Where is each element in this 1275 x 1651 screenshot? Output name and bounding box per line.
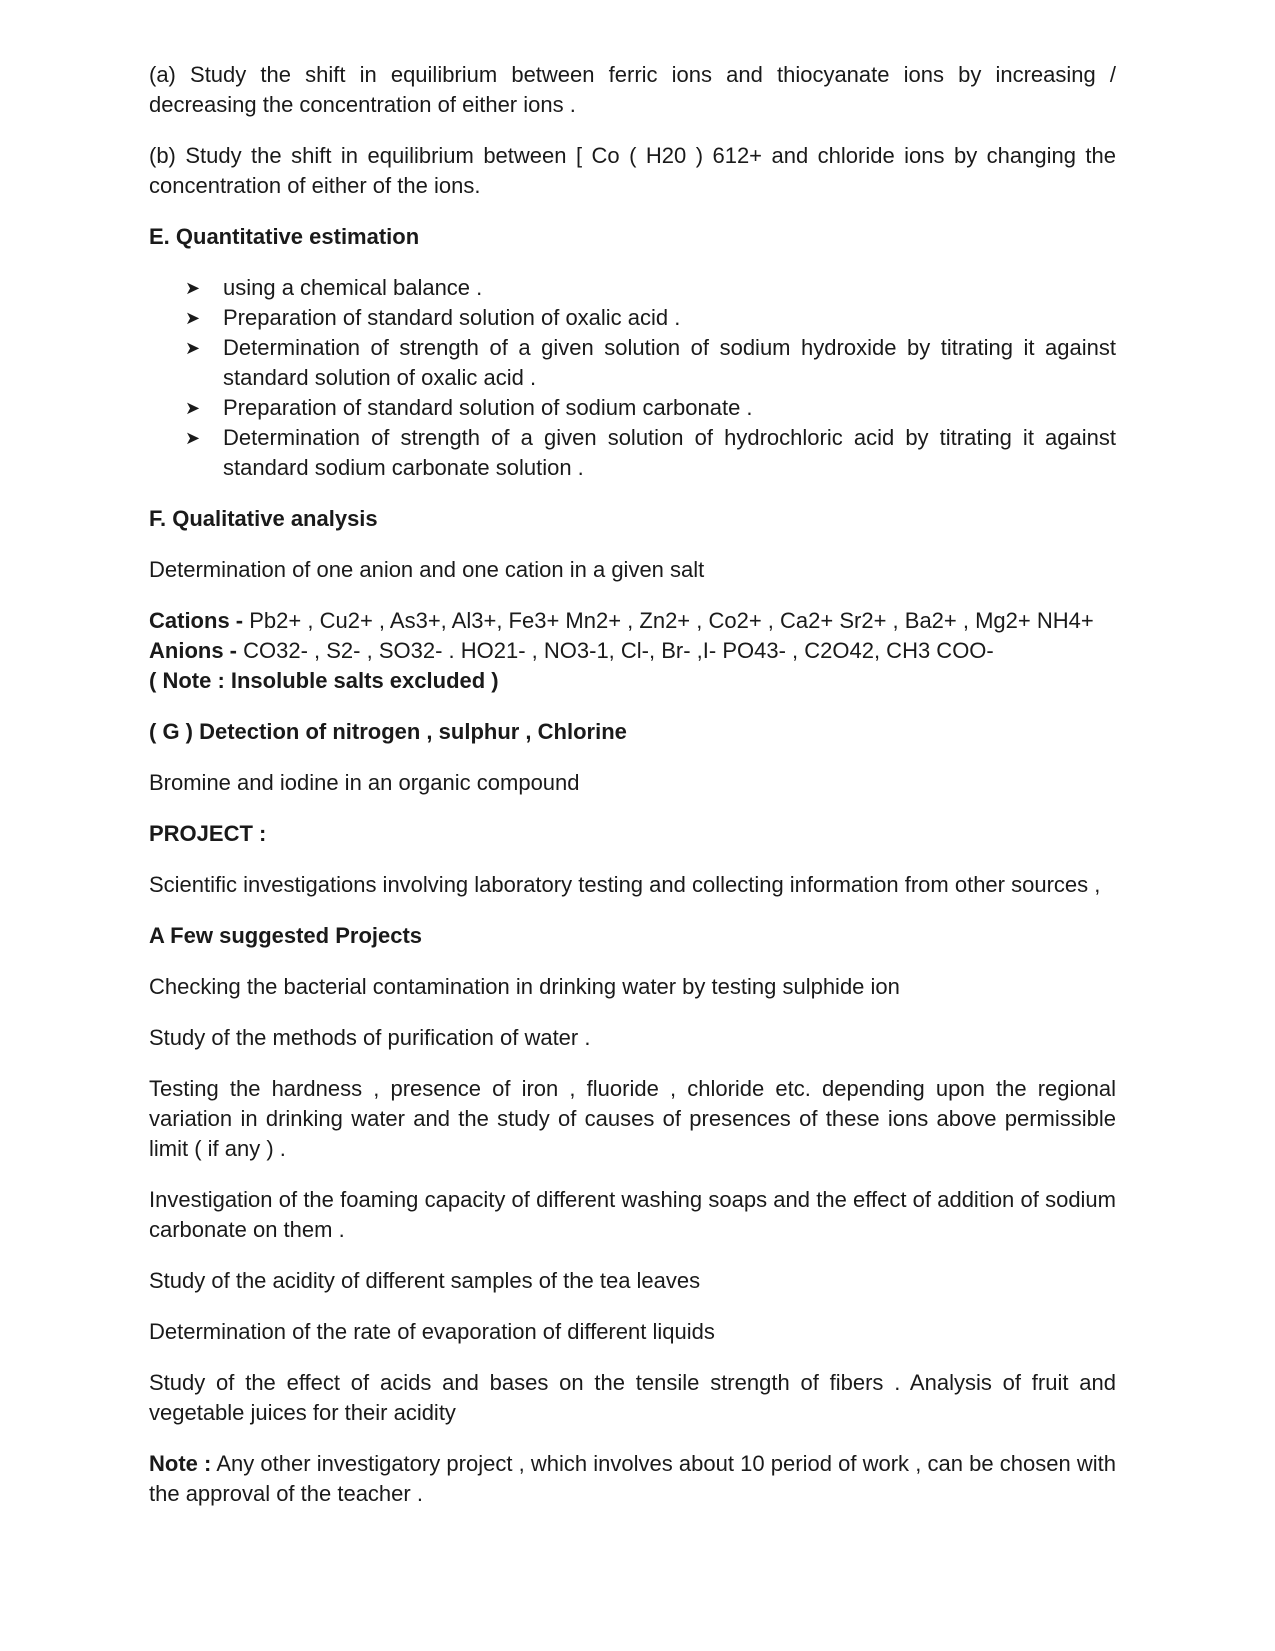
project-item: Determination of the rate of evaporation of different liquids	[149, 1319, 715, 1344]
final-note-text: Any other investigatory project , which involves about 10 period of work , can be chosen with the approval of the teacher .	[149, 1451, 1116, 1506]
project-item: Study of the acidity of different samples of the tea leaves	[149, 1268, 701, 1293]
arrowhead-bullet-icon: ➤	[185, 308, 201, 328]
project-item: Investigation of the foaming capacity of different washing soaps and the effect of addition of sodium carbonate on them .	[149, 1187, 1116, 1242]
cations-line	[149, 606, 1116, 636]
anions-formulae: CO32- , S2- , SO32- . HO21- , NO3-1, Cl-, Br- ,I- PO43- , C2O42, CH3 COO-	[243, 638, 994, 663]
detection-text: Bromine and iodine in an organic compound	[149, 770, 580, 795]
project-item: Study of the effect of acids and bases on the tensile strength of fibers . Analysis of fruit and vegetable juices for their acidity	[149, 1370, 1116, 1425]
project-item: Testing the hardness , presence of iron , fluoride , chloride etc. depending upon the regional variation in drinking water and the study of causes of presences of these ions above permissible limit ( if any ) .	[149, 1076, 1116, 1161]
list-item: ➤ Determination of strength of a given solution of sodium hydroxide by titrating it against standard solution of oxalic acid .	[185, 335, 1116, 390]
equilibrium-item-b: (b) Study the shift in equilibrium between [ Co ( H20 ) 612+ and chloride ions by changing the concentration of either of the ions.	[149, 143, 1116, 198]
arrowhead-bullet-icon: ➤	[185, 428, 201, 448]
final-note-label: Note :	[149, 1451, 212, 1476]
equilibrium-item-a: (a) Study the shift in equilibrium between ferric ions and thiocyanate ions by increasing / decreasing the concentration of either ions .	[149, 62, 1116, 117]
qualitative-intro: Determination of one anion and one cation in a given salt	[149, 557, 705, 582]
list-item: ➤ Determination of strength of a given solution of hydrochloric acid by titrating it against standard sodium carbonate solution .	[185, 425, 1116, 480]
list-item: ➤ using a chemical balance .	[223, 273, 1116, 303]
final-note	[149, 1449, 1116, 1509]
arrowhead-bullet-icon: ➤	[185, 338, 201, 358]
cations-formulae: Pb2+ , Cu2+ , As3+, Al3+, Fe3+ Mn2+ , Zn2+ , Co2+ , Ca2+ Sr2+ , Ba2+ , Mg2+ NH4+	[249, 608, 1094, 633]
document-page	[149, 60, 1116, 1530]
project-item: Study of the methods of purification of water .	[149, 1025, 591, 1050]
anions-line	[149, 636, 1116, 666]
project-text: Scientific investigations involving laboratory testing and collecting information from other sources ,	[149, 872, 1101, 897]
project-heading: PROJECT :	[149, 821, 267, 846]
anions-label: Anions -	[149, 638, 237, 663]
quantitative-heading: E. Quantitative estimation	[149, 224, 420, 249]
list-item: ➤ Preparation of standard solution of oxalic acid .	[223, 303, 1116, 333]
project-item: Checking the bacterial contamination in drinking water by testing sulphide ion	[149, 974, 900, 999]
arrowhead-bullet-icon: ➤	[185, 278, 201, 298]
cations-label: Cations -	[149, 608, 244, 633]
qualitative-heading: F. Qualitative analysis	[149, 506, 378, 531]
list-item: ➤ Preparation of standard solution of sodium carbonate .	[223, 393, 1116, 423]
suggested-projects-heading: A Few suggested Projects	[149, 923, 423, 948]
detection-heading: ( G ) Detection of nitrogen , sulphur , Chlorine	[149, 719, 627, 744]
quantitative-list	[149, 273, 1116, 483]
arrowhead-bullet-icon: ➤	[185, 398, 201, 418]
insoluble-note: ( Note : Insoluble salts excluded )	[149, 668, 499, 693]
